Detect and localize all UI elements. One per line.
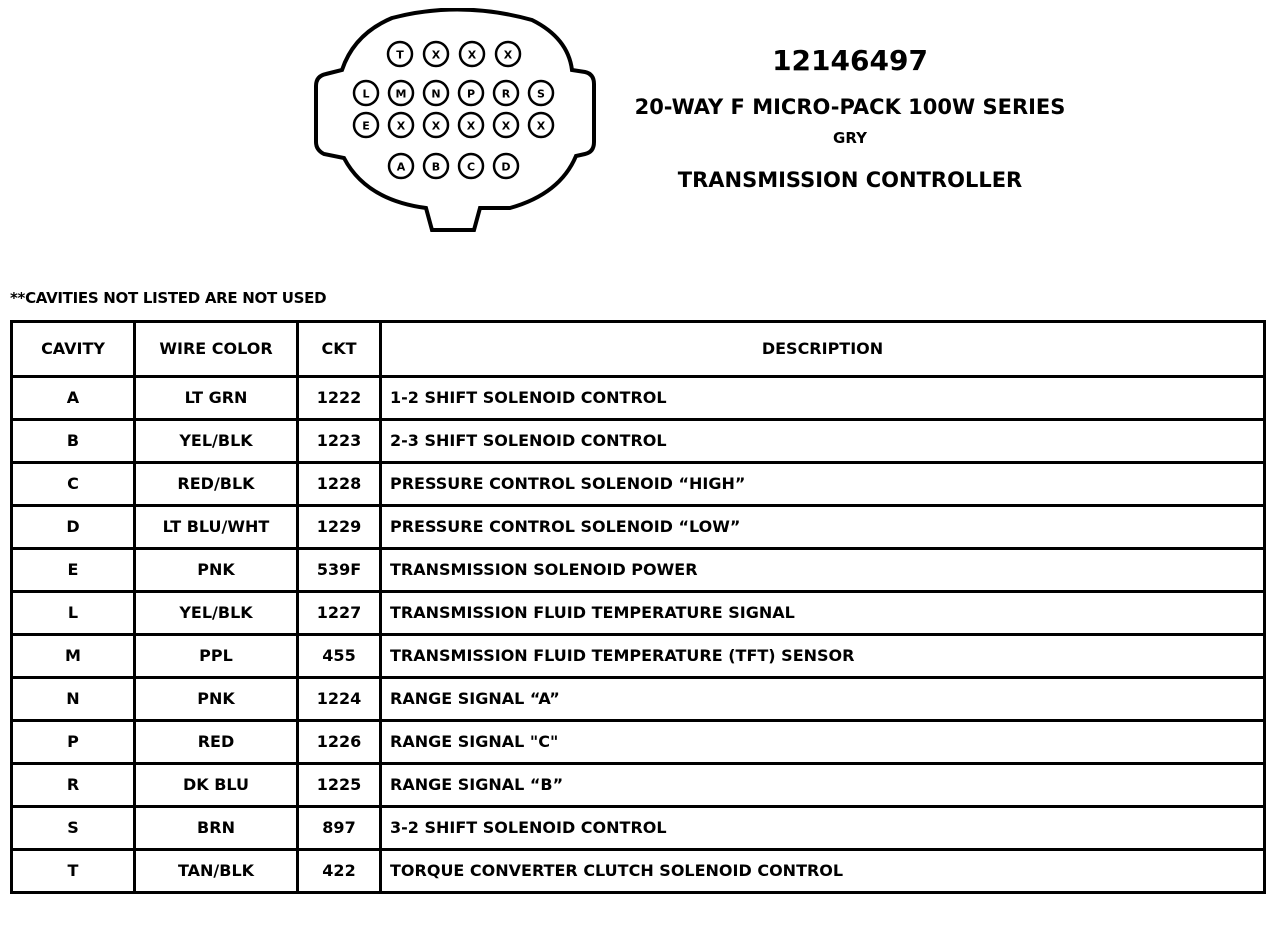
cavity-cell: E — [12, 549, 135, 592]
pin-label: L — [362, 87, 370, 101]
connector-pin — [459, 81, 483, 105]
connector-series: 20-WAY F MICRO-PACK 100W SERIES — [634, 95, 1066, 119]
unused-cavities-note: **CAVITIES NOT LISTED ARE NOT USED — [10, 289, 327, 307]
ckt-cell: 1224 — [298, 678, 381, 721]
description-cell: 1-2 SHIFT SOLENOID CONTROL — [381, 377, 1265, 420]
ckt-cell: 539F — [298, 549, 381, 592]
connector-pin — [424, 113, 448, 137]
table-row — [12, 592, 1265, 635]
description-cell: PRESSURE CONTROL SOLENOID “HIGH” — [381, 463, 1265, 506]
pin-label: N — [431, 87, 441, 101]
pin-label: X — [396, 119, 406, 133]
wire-color-cell: LT GRN — [135, 377, 298, 420]
pin-label: S — [537, 87, 545, 101]
description-cell: TORQUE CONVERTER CLUTCH SOLENOID CONTROL — [381, 850, 1265, 893]
connector-pin — [494, 154, 518, 178]
pin-label: X — [503, 48, 513, 62]
connector-pin — [424, 81, 448, 105]
cavity-cell: R — [12, 764, 135, 807]
connector-pin — [388, 42, 412, 66]
pin-label: C — [466, 160, 476, 174]
cavity-cell: C — [12, 463, 135, 506]
wire-color-cell: PNK — [135, 549, 298, 592]
pin-label: X — [431, 119, 441, 133]
description-cell: RANGE SIGNAL "C" — [381, 721, 1265, 764]
part-number: 12146497 — [772, 44, 928, 77]
pin-label: B — [431, 160, 441, 174]
connector-pin — [389, 154, 413, 178]
description-cell: 2-3 SHIFT SOLENOID CONTROL — [381, 420, 1265, 463]
pin-label: X — [467, 48, 477, 62]
cavity-cell: T — [12, 850, 135, 893]
connector-face-diagram — [310, 8, 610, 240]
connector-pin — [424, 42, 448, 66]
table-row — [12, 721, 1265, 764]
table-row — [12, 420, 1265, 463]
wire-color-cell: LT BLU/WHT — [135, 506, 298, 549]
cavity-cell: N — [12, 678, 135, 721]
wire-color-cell: RED — [135, 721, 298, 764]
cavity-cell: S — [12, 807, 135, 850]
header-description: DESCRIPTION — [381, 322, 1265, 377]
header-wire-color: WIRE COLOR — [135, 322, 298, 377]
table-row — [12, 377, 1265, 420]
header-cavity: CAVITY — [12, 322, 135, 377]
connector-pin — [494, 113, 518, 137]
cavity-cell: D — [12, 506, 135, 549]
pin-label: X — [536, 119, 546, 133]
connector-color: GRY — [833, 129, 867, 147]
table-row — [12, 764, 1265, 807]
ckt-cell: 455 — [298, 635, 381, 678]
connector-pin — [529, 81, 553, 105]
connector-pin — [354, 113, 378, 137]
connector-pin — [424, 154, 448, 178]
ckt-cell: 1222 — [298, 377, 381, 420]
ckt-cell: 1225 — [298, 764, 381, 807]
connector-pin — [496, 42, 520, 66]
header-ckt: CKT — [298, 322, 381, 377]
table-row — [12, 506, 1265, 549]
description-cell: TRANSMISSION SOLENOID POWER — [381, 549, 1265, 592]
ckt-cell: 1229 — [298, 506, 381, 549]
table-header-row — [12, 322, 1265, 377]
pin-label: E — [362, 119, 370, 133]
table-row — [12, 549, 1265, 592]
pin-label: P — [466, 87, 476, 101]
table-row — [12, 807, 1265, 850]
description-cell: RANGE SIGNAL “A” — [381, 678, 1265, 721]
cavity-cell: P — [12, 721, 135, 764]
cavity-cell: B — [12, 420, 135, 463]
connector-pin — [459, 113, 483, 137]
connector-pin — [460, 42, 484, 66]
ckt-cell: 1223 — [298, 420, 381, 463]
table-row — [12, 463, 1265, 506]
pin-label: X — [431, 48, 441, 62]
component-name: TRANSMISSION CONTROLLER — [677, 168, 1023, 192]
wire-color-cell: YEL/BLK — [135, 592, 298, 635]
pin-label: A — [396, 160, 406, 174]
connector-pin — [354, 81, 378, 105]
pinout-table — [10, 320, 1266, 894]
ckt-cell: 1226 — [298, 721, 381, 764]
cavity-cell: M — [12, 635, 135, 678]
wire-color-cell: RED/BLK — [135, 463, 298, 506]
description-cell: RANGE SIGNAL “B” — [381, 764, 1265, 807]
description-cell: TRANSMISSION FLUID TEMPERATURE (TFT) SENSOR — [381, 635, 1265, 678]
description-cell: TRANSMISSION FLUID TEMPERATURE SIGNAL — [381, 592, 1265, 635]
pin-label: D — [501, 160, 511, 174]
wire-color-cell: YEL/BLK — [135, 420, 298, 463]
connector-pin — [459, 154, 483, 178]
wire-color-cell: DK BLU — [135, 764, 298, 807]
table-row — [12, 635, 1265, 678]
ckt-cell: 422 — [298, 850, 381, 893]
connector-pin — [389, 113, 413, 137]
connector-pin — [529, 113, 553, 137]
cavity-cell: L — [12, 592, 135, 635]
description-cell: PRESSURE CONTROL SOLENOID “LOW” — [381, 506, 1265, 549]
pin-label: R — [501, 87, 511, 101]
connector-pin — [494, 81, 518, 105]
pinout-table-body — [12, 377, 1265, 893]
pin-label: X — [466, 119, 476, 133]
ckt-cell: 1227 — [298, 592, 381, 635]
pin-label: T — [396, 48, 404, 62]
ckt-cell: 1228 — [298, 463, 381, 506]
description-cell: 3-2 SHIFT SOLENOID CONTROL — [381, 807, 1265, 850]
wire-color-cell: TAN/BLK — [135, 850, 298, 893]
table-row — [12, 678, 1265, 721]
wire-color-cell: BRN — [135, 807, 298, 850]
cavity-cell: A — [12, 377, 135, 420]
connector-pin — [389, 81, 413, 105]
pin-label: M — [395, 87, 407, 101]
wire-color-cell: PNK — [135, 678, 298, 721]
pin-label: X — [501, 119, 511, 133]
wire-color-cell: PPL — [135, 635, 298, 678]
ckt-cell: 897 — [298, 807, 381, 850]
table-row — [12, 850, 1265, 893]
